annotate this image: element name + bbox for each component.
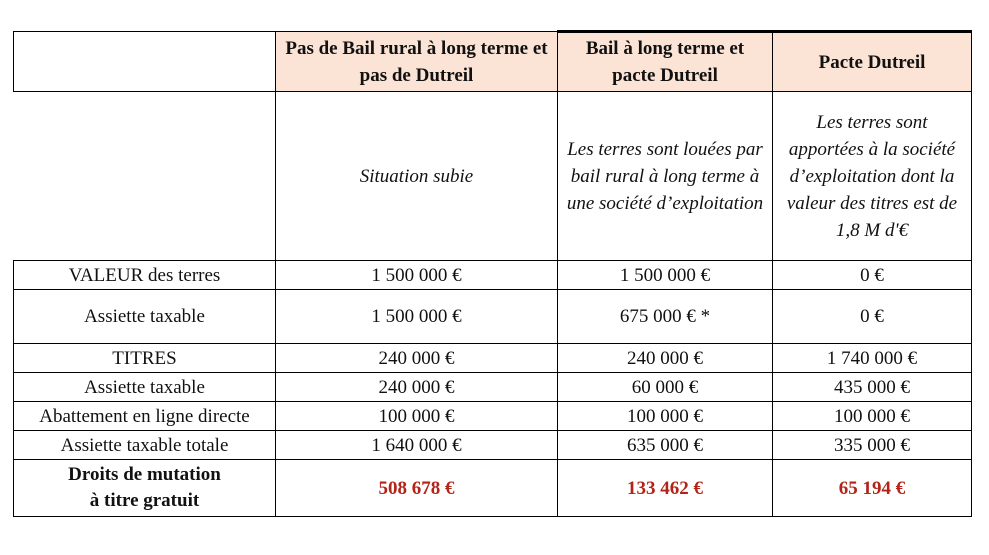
row-value: 1 500 000 € [276, 290, 558, 344]
row-value: 100 000 € [773, 402, 972, 431]
row-value: 1 500 000 € [276, 261, 558, 290]
header-scenario-1: Pas de Bail rural à long terme et pas de Dutreil [276, 32, 558, 92]
row-label: Assiette taxable [14, 373, 276, 402]
total-value: 508 678 € [276, 460, 558, 517]
row-value: 335 000 € [773, 431, 972, 460]
empty-corner [14, 32, 276, 92]
description-row [14, 92, 972, 261]
row-value: 240 000 € [276, 373, 558, 402]
description-scenario-1: Situation subie [276, 92, 558, 261]
header-scenario-2: Bail à long terme et pacte Dutreil [558, 32, 773, 92]
total-row [14, 460, 972, 517]
description-scenario-2: Les terres sont louées par bail rural à long terme à une société d’exploitation [558, 92, 773, 261]
row-value: 100 000 € [276, 402, 558, 431]
total-value: 133 462 € [558, 460, 773, 517]
header-scenario-3: Pacte Dutreil [773, 32, 972, 92]
row-label: Abattement en ligne directe [14, 402, 276, 431]
row-value: 1 500 000 € [558, 261, 773, 290]
row-value: 60 000 € [558, 373, 773, 402]
row-label: Assiette taxable [14, 290, 276, 344]
row-label: TITRES [14, 344, 276, 373]
header-row [14, 32, 972, 92]
row-value: 1 640 000 € [276, 431, 558, 460]
row-label: VALEUR des terres [14, 261, 276, 290]
row-value: 1 740 000 € [773, 344, 972, 373]
table-row [14, 290, 972, 344]
row-value: 435 000 € [773, 373, 972, 402]
row-value: 240 000 € [276, 344, 558, 373]
table-row [14, 431, 972, 460]
table-row [14, 261, 972, 290]
row-value: 100 000 € [558, 402, 773, 431]
row-value: 0 € [773, 290, 972, 344]
row-value: 240 000 € [558, 344, 773, 373]
row-value: 0 € [773, 261, 972, 290]
total-label-line-1: Droits de mutation [68, 464, 221, 485]
total-label [14, 460, 276, 517]
table-row [14, 344, 972, 373]
total-label-line-2: à titre gratuit [89, 490, 200, 511]
row-value: 675 000 € * [558, 290, 773, 344]
table-row [14, 402, 972, 431]
empty-description-label [14, 92, 276, 261]
description-scenario-3: Les terres sont apportées à la société d’exploitation dont la valeur des titres est de 1,8 M d'€ [773, 92, 972, 261]
total-value: 65 194 € [773, 460, 972, 517]
row-label: Assiette taxable totale [14, 431, 276, 460]
table-row [14, 373, 972, 402]
comparison-table [13, 30, 972, 517]
row-value: 635 000 € [558, 431, 773, 460]
